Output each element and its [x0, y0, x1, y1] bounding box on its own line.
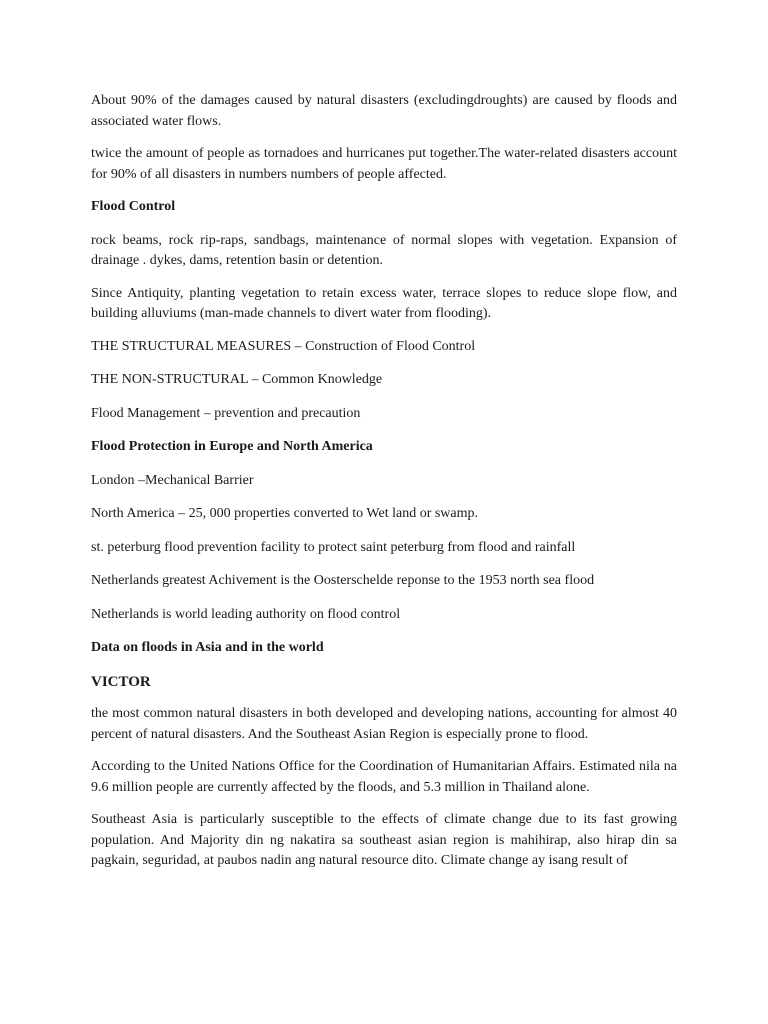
- document-page: [91, 91, 677, 884]
- heading-flood-protection: Flood Protection in Europe and North America: [91, 439, 373, 454]
- paragraph-antiquity: Since Antiquity, planting vegetation to retain excess water, terrace slopes to reduce slope flow, and building alluviums (man-made channels to divert water from flooding).: [91, 285, 677, 321]
- line-flood-management: Flood Management – prevention and precaution: [91, 405, 361, 421]
- heading-flood-control: Flood Control: [91, 199, 176, 214]
- paragraph-damages: About 90% of the damages caused by natural disasters (excludingdroughts) are caused by floods and associated water flows.: [91, 93, 677, 129]
- line-st-peterburg: st. peterburg flood prevention facility to protect saint peterburg from flood and rainfall: [91, 539, 576, 555]
- paragraph-water-related: twice the amount of people as tornadoes and hurricanes put together.The water-related disasters account for 90% of all disasters in numbers numbers of people affected.: [91, 146, 677, 182]
- line-london: London –Mechanical Barrier: [91, 472, 254, 488]
- paragraph-flood-control-methods: rock beams, rock rip-raps, sandbags, maintenance of normal slopes with vegetation. Expansion of drainage . dykes, dams, retention basin or detention.: [91, 232, 677, 268]
- line-non-structural: THE NON-STRUCTURAL – Common Knowledge: [91, 372, 383, 387]
- paragraph-common-disasters: the most common natural disasters in both developed and developing nations, accounting for almost 40 percent of natural disasters. And the Southeast Asian Region is especially prone to flood.: [91, 706, 677, 742]
- paragraph-un-office: According to the United Nations Office for the Coordination of Humanitarian Affairs. Estimated nila na 9.6 million people are currently affected by the floods, and 5.3 million in Thailand alone.: [91, 759, 677, 795]
- line-netherlands-authority: Netherlands is world leading authority on flood control: [91, 606, 401, 622]
- heading-victor: VICTOR: [91, 673, 151, 690]
- heading-data-on-floods: Data on floods in Asia and in the world: [91, 640, 324, 655]
- paragraph-southeast-asia: Southeast Asia is particularly susceptible to the effects of climate change due to its fast growing population. And Majority din ng nakatira sa southeast asian region is mahihirap, also hirap din sa pagkain, seguridad, at paubos nadin ang natural resource dito. Climate change ay isang result of: [91, 812, 677, 868]
- line-structural-measures: THE STRUCTURAL MEASURES – Construction of Flood Control: [91, 338, 476, 354]
- line-north-america: North America – 25, 000 properties converted to Wet land or swamp.: [91, 506, 479, 521]
- line-netherlands-achievement: Netherlands greatest Achivement is the Oosterschelde reponse to the 1953 north sea flood: [91, 573, 595, 588]
